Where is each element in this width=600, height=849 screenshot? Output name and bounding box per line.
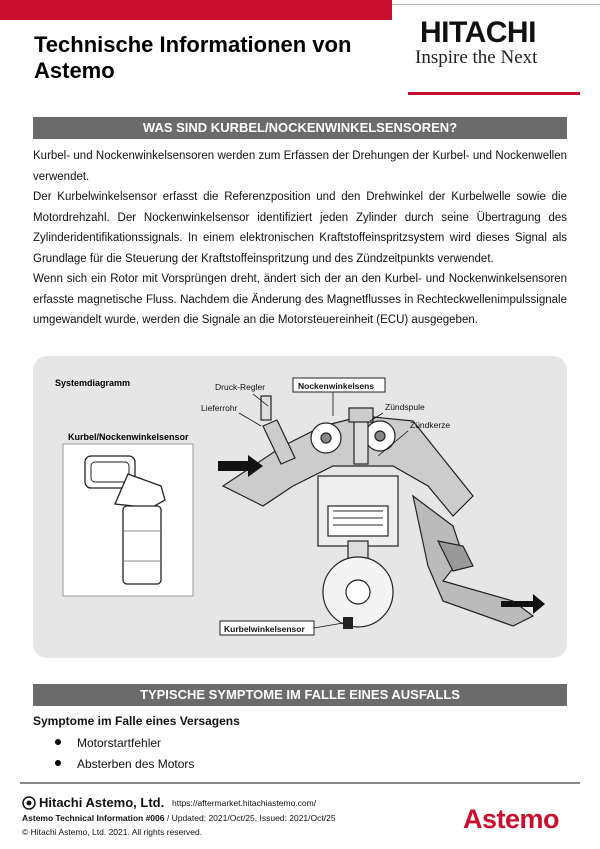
diagram-title: Systemdiagramm	[55, 378, 131, 388]
sensor-inset	[63, 444, 193, 596]
paragraph-3: Wenn sich ein Rotor mit Vorsprüngen dreht, ändert sich der an den Kurbel- und Nockenwinkelsensoren erfasste magnetische Fluss. Nachdem die Änderung des Magnetflusses in Rechteckwellenimpulssignale umgewandelt wurde, werden die Signale an die Motorsteuereinheit (ECU) ausgegeben.	[33, 273, 567, 326]
footer-info-id: Astemo Technical Information #006	[22, 813, 165, 823]
intro-text	[33, 146, 567, 331]
hitachi-mark-icon	[22, 796, 36, 810]
footer-info	[22, 813, 336, 823]
label-nockenwinkelsens: Nockenwinkelsens	[298, 381, 375, 391]
label-druck-regler: Druck-Regler	[215, 382, 266, 392]
list-item: Absterben des Motors	[55, 755, 194, 776]
footer-copyright: © Hitachi Astemo, Ltd. 2021. All rights reserved.	[22, 827, 203, 837]
header-red-line	[408, 92, 580, 95]
symptoms-subheading: Symptome im Falle eines Versagens	[33, 714, 240, 728]
footer-brand-text: Hitachi Astemo, Ltd.	[39, 795, 165, 810]
footer-brand	[22, 795, 164, 810]
paragraph-1: Kurbel- und Nockenwinkelsensoren werden zum Erfassen der Drehungen der Kurbel- und Nockenwellen verwendet.	[33, 150, 567, 183]
page-title: Technische Informationen von Astemo	[34, 32, 352, 83]
section-heading-what: WAS SIND KURBEL/NOCKENWINKELSENSOREN?	[33, 117, 567, 139]
astemo-logo: Astemo	[463, 804, 560, 834]
footer-url[interactable]: https://aftermarket.hitachiastemo.com/	[172, 798, 317, 808]
top-red-bar	[0, 0, 392, 20]
top-divider	[392, 4, 600, 5]
section-heading-symptoms: TYPISCHE SYMPTOME IM FALLE EINES AUSFALLS	[33, 684, 567, 706]
hitachi-tagline: Inspire the Next	[415, 47, 538, 68]
label-zuendkerze: Zündkerze	[410, 420, 451, 430]
label-kurbelwinkelsensor: Kurbelwinkelsensor	[224, 624, 305, 634]
hitachi-logo: HITACHI	[420, 16, 536, 49]
label-lieferrohr: Lieferrohr	[201, 403, 238, 413]
footer-info-dates: / Updated: 2021/Oct/25, Issued: 2021/Oct/25	[164, 813, 336, 823]
crank-sensor-shape	[343, 617, 353, 629]
paragraph-2: Der Kurbelwinkelsensor erfasst die Referenzposition und den Drehwinkel der Kurbelwelle sowie die Motordrehzahl. Der Nockenwinkelsensor identifiziert jeden Zylinder durch seine Übertragung des Zylinderidentifikationssignals. In einem elektronischen Kraftstoffeinspritzsystem wird dieses Signal als Grundlage für die Steuerung der Kraftstoffeinspritzung und des Zündzeitpunkts verwendet.	[33, 191, 567, 265]
system-diagram	[33, 356, 567, 658]
label-zuendspule: Zündspule	[385, 402, 425, 412]
symptoms-list	[55, 734, 194, 776]
sensor-title: Kurbel/Nockenwinkelsensor	[68, 432, 189, 442]
footer-divider	[20, 782, 580, 784]
list-item: Motorstartfehler	[55, 734, 194, 755]
